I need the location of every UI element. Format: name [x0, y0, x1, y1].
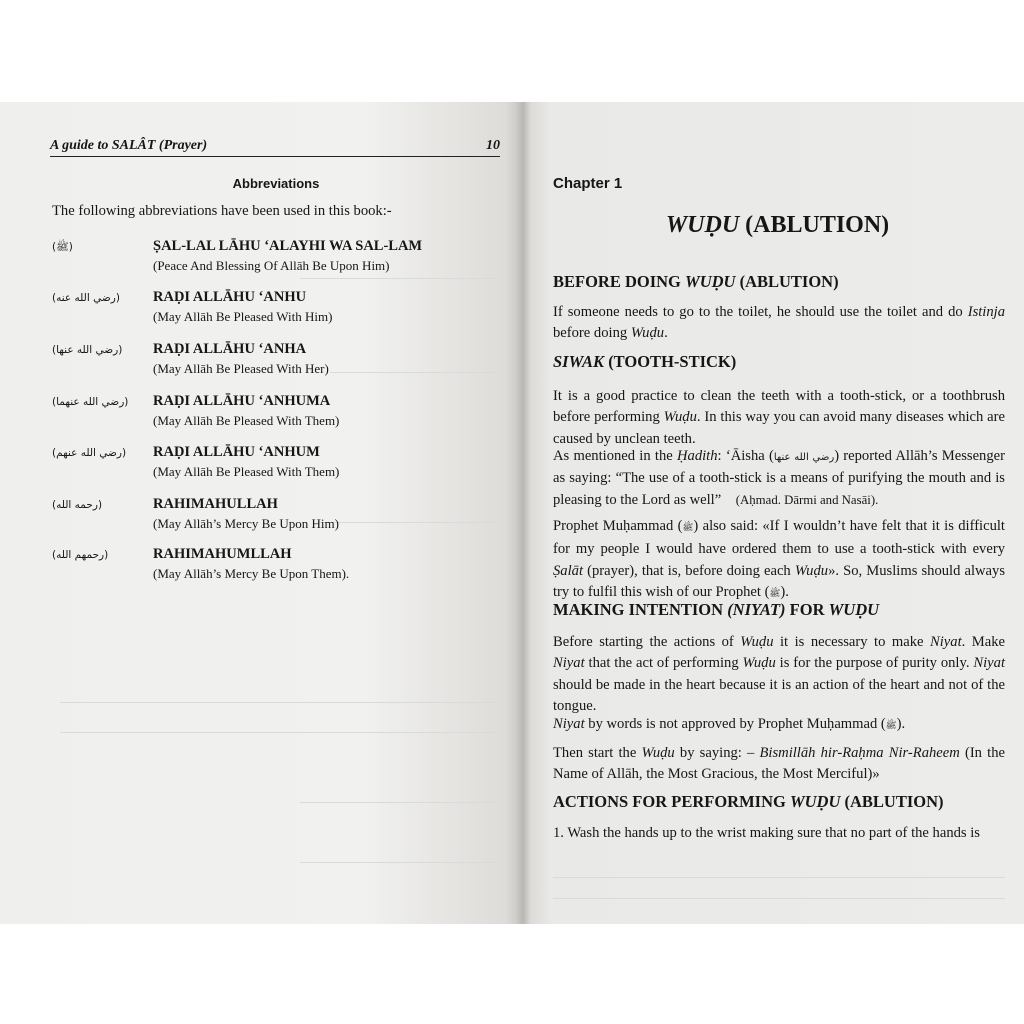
- paragraph: [553, 632, 1005, 717]
- running-title: A guide to SALÂT (Prayer): [50, 138, 208, 153]
- italic-term: Istinja: [967, 304, 1005, 320]
- show-through-mark: [553, 877, 1005, 878]
- abbreviation-arabic: (رحمهم الله): [52, 549, 109, 561]
- text: : ‘Āisha (: [717, 448, 774, 464]
- text: that the act of performing: [584, 655, 743, 672]
- arabic-honorific: رضي الله عنها: [773, 452, 835, 463]
- abbreviation-term: ṢAL-LAL LĀHU ‘ALAYHI WA SAL-LAM: [153, 238, 423, 254]
- abbreviation-entry: [52, 496, 492, 536]
- text: ) reported Allāh’s Messenger as saying: “The use of a tooth-stick is a means of purifying the mouth and is pleasing to the Lord as well”: [553, 448, 1005, 508]
- text: If someone needs to go to the toilet, he should use the toilet and do: [553, 304, 968, 320]
- abbreviations-heading: Abbreviations: [232, 176, 320, 191]
- text: ) also said: «If I wouldn’t have felt that it is difficult for my people I would have ordered them to use a tooth-stick with every: [553, 518, 1005, 558]
- show-through-mark: [60, 702, 500, 703]
- abbreviation-term: RAḌI ALLĀHU ‘ANHA: [153, 341, 307, 357]
- text: As mentioned in the: [553, 448, 677, 464]
- text: Prophet Muḥammad (: [553, 518, 683, 534]
- chapter-title: [531, 212, 1024, 239]
- italic-term: Wuḍu: [794, 562, 829, 579]
- section-heading-siwak: [553, 352, 736, 372]
- heading-text: FOR: [785, 600, 829, 619]
- show-through-mark: [553, 898, 1005, 899]
- text: ». So, Muslims should always try to fulfil this wish of our Prophet (: [553, 562, 1006, 600]
- chapter-title-italic: WUḌU: [665, 212, 740, 238]
- paragraph: [553, 743, 1005, 786]
- text: by saying: –: [674, 745, 760, 761]
- section-heading-before-wudu: [553, 272, 839, 292]
- abbreviation-meaning: (May Allāh Be Pleased With Him): [153, 309, 333, 324]
- hadith-reference: (Aḥmad. Dārmi and Nasāi).: [735, 492, 879, 507]
- abbreviations-intro: The following abbreviations have been used in this book:-: [52, 203, 392, 219]
- show-through-mark: [300, 862, 500, 863]
- heading-text: (TOOTH-STICK): [604, 352, 737, 371]
- heading-text: ACTIONS FOR PERFORMING: [553, 792, 790, 811]
- abbreviation-entry: [52, 238, 492, 278]
- heading-italic: SIWAK: [553, 352, 605, 371]
- italic-term: Niyat: [973, 655, 1006, 672]
- abbreviation-entry: [52, 289, 492, 329]
- paragraph: [553, 302, 1005, 345]
- chapter-title-rest: (ABLUTION): [739, 212, 890, 238]
- salawat-symbol: ﷺ: [885, 721, 897, 731]
- abbreviation-meaning: (May Allāh Be Pleased With Her): [153, 361, 329, 376]
- italic-term: Niyat: [553, 716, 585, 732]
- salawat-symbol: ﷺ: [682, 523, 694, 533]
- heading-italic: (NIYAT): [727, 600, 786, 619]
- text: . In this way you can avoid many diseases which are caused by unclean teeth.: [553, 409, 1005, 447]
- heading-text: (ABLUTION): [735, 272, 839, 291]
- abbreviation-term: RAḌI ALLĀHU ‘ANHUMA: [153, 393, 331, 409]
- text: ).: [896, 716, 906, 732]
- abbreviation-term: RAḌI ALLĀHU ‘ANHUM: [153, 444, 320, 460]
- text: by words is not approved by Prophet Muḥammad (: [584, 716, 886, 732]
- text: (In the Name of Allāh, the Most Gracious, the Most Merciful)»: [553, 745, 1005, 783]
- abbreviation-meaning: (May Allāh Be Pleased With Them): [153, 464, 340, 479]
- italic-term: Wuḍu: [663, 409, 697, 426]
- italic-term: Ḥadith: [676, 448, 718, 464]
- abbreviation-arabic: (ﷺ): [52, 241, 73, 253]
- text: (prayer), that is, before doing each: [583, 562, 795, 579]
- abbreviation-meaning: (May Allāh’s Mercy Be Upon Them).: [153, 566, 350, 581]
- paragraph: [553, 386, 1005, 450]
- abbreviation-term: RAHIMAHULLAH: [153, 496, 278, 512]
- abbreviation-arabic: (رضي الله عنها): [52, 344, 123, 356]
- abbreviation-arabic: (رضي الله عنهم): [52, 447, 127, 459]
- abbreviation-arabic: (رضي الله عنه): [52, 292, 120, 304]
- section-heading-actions: [553, 792, 944, 812]
- right-page: [531, 102, 1024, 924]
- heading-italic: WUḌU: [685, 272, 736, 291]
- paragraph: [553, 714, 1005, 737]
- text: should be made in the heart because it is an action of the heart and not of the tongue.: [553, 676, 1005, 714]
- abbreviation-term: RAHIMAHUMLLAH: [153, 546, 292, 562]
- numbered-step: 1. Wash the hands up to the wrist making sure that no part of the hands is: [553, 825, 980, 841]
- running-head: [50, 136, 500, 157]
- text: It is a good practice to clean the teeth with a tooth-stick, or a toothbrush before performing: [553, 388, 1005, 426]
- abbreviation-arabic: (رحمه الله): [52, 499, 103, 511]
- paragraph: [553, 446, 1005, 511]
- italic-term: Wuḍu: [742, 655, 776, 672]
- italic-term: Niyat: [553, 655, 585, 672]
- italic-term: Wuḍu: [740, 634, 774, 650]
- section-heading-intention: [553, 600, 879, 620]
- salawat-symbol: ﷺ: [769, 588, 781, 599]
- abbreviation-meaning: (Peace And Blessing Of Allāh Be Upon Him): [153, 258, 390, 273]
- abbreviation-arabic: (رضي الله عنهما): [52, 396, 129, 408]
- page-number: 10: [486, 138, 500, 153]
- text: . Make: [961, 634, 1005, 650]
- text: Before starting the actions of: [553, 634, 741, 650]
- text: ).: [780, 583, 789, 600]
- italic-term: Ṣalāt: [553, 562, 583, 579]
- italic-term: Wuḍu: [630, 325, 665, 342]
- italic-term: Bismillāh hir-Raḥma Nir-Raheem: [759, 745, 960, 761]
- abbreviation-entry: [52, 546, 492, 586]
- text: Then start the: [553, 745, 642, 761]
- heading-italic: WUḌU: [828, 600, 880, 619]
- abbreviation-entry: [52, 393, 492, 433]
- text: before doing: [553, 325, 631, 342]
- heading-text: BEFORE DOING: [553, 272, 686, 291]
- show-through-mark: [300, 802, 500, 803]
- abbreviation-entry: [52, 341, 492, 381]
- italic-term: Niyat: [930, 634, 962, 650]
- chapter-label: Chapter 1: [553, 175, 623, 192]
- paragraph: [553, 516, 1005, 605]
- abbreviation-term: RAḌI ALLĀHU ‘ANHU: [153, 289, 307, 305]
- abbreviation-meaning: (May Allāh Be Pleased With Them): [153, 413, 340, 428]
- book-spread: [0, 102, 1024, 924]
- italic-term: Wuḍu: [641, 745, 675, 761]
- left-page: [0, 102, 521, 924]
- text: .: [664, 325, 668, 342]
- heading-italic: WUḌU: [789, 792, 841, 811]
- heading-text: MAKING INTENTION: [553, 600, 728, 619]
- show-through-mark: [60, 732, 500, 733]
- text: is for the purpose of purity only.: [775, 655, 974, 672]
- show-through-mark: [300, 278, 500, 279]
- text: it is necessary to make: [773, 634, 930, 650]
- heading-text: (ABLUTION): [840, 792, 944, 811]
- abbreviation-entry: [52, 444, 492, 484]
- abbreviation-meaning: (May Allāh’s Mercy Be Upon Him): [153, 516, 339, 531]
